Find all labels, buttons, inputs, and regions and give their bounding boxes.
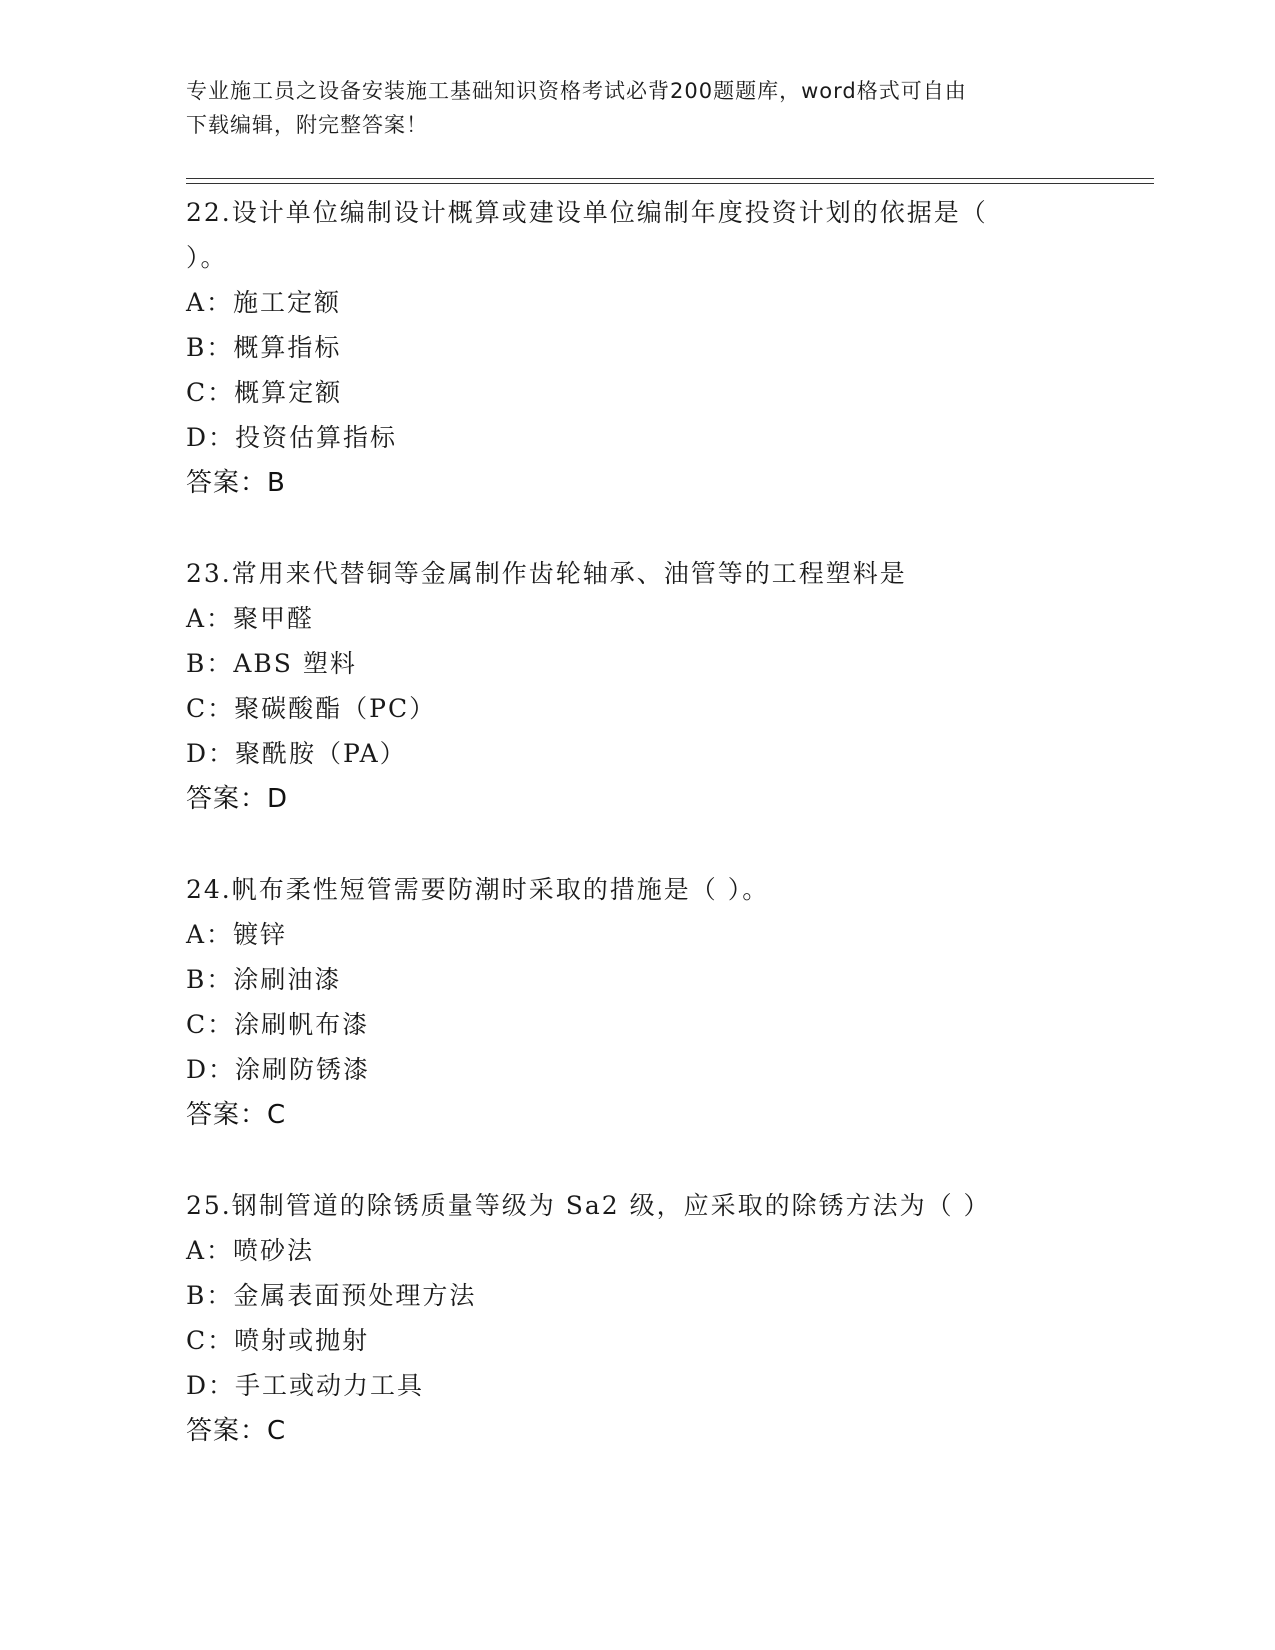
option-c: C：涂刷帆布漆 [186, 1010, 370, 1039]
option-d: D：聚酰胺（PA） [186, 739, 407, 768]
option-d: D：手工或动力工具 [186, 1371, 425, 1400]
option-d: D：投资估算指标 [186, 423, 398, 452]
option-b: B：涂刷油漆 [186, 965, 342, 994]
question-list [186, 190, 1116, 1454]
option-b: B：金属表面预处理方法 [186, 1281, 477, 1310]
option-a: A：镀锌 [186, 920, 288, 949]
question-stem: 23.常用来代替铜等金属制作齿轮轴承、油管等的工程塑料是 [186, 559, 907, 588]
question-stem: 25.钢制管道的除锈质量等级为 Sa2 级，应采取的除锈方法为（ ） [186, 1191, 991, 1220]
header-divider-bottom [186, 183, 1154, 184]
answer-line: 答案：D [186, 784, 289, 814]
option-a: A：喷砂法 [186, 1236, 315, 1265]
document-header [186, 74, 1086, 142]
option-b: B：概算指标 [186, 333, 342, 362]
header-line-1: 专业施工员之设备安装施工基础知识资格考试必背200题题库，word格式可自由 [186, 79, 967, 103]
question-25 [186, 1183, 1116, 1454]
option-b: B：ABS 塑料 [186, 649, 357, 678]
answer-line: 答案：C [186, 1416, 287, 1446]
question-22 [186, 190, 1116, 506]
question-stem: 22.设计单位编制设计概算或建设单位编制年度投资计划的依据是（ [186, 198, 988, 227]
answer-line: 答案：B [186, 468, 286, 498]
question-24 [186, 867, 1116, 1138]
option-c: C：聚碳酸酯（PC） [186, 694, 437, 723]
option-c: C：喷射或抛射 [186, 1326, 370, 1355]
question-23 [186, 551, 1116, 822]
question-spacer [186, 506, 1116, 551]
question-spacer [186, 822, 1116, 867]
option-a: A：聚甲醛 [186, 604, 315, 633]
question-stem: 24.帆布柔性短管需要防潮时采取的措施是（ ）。 [186, 875, 770, 904]
option-c: C：概算定额 [186, 378, 343, 407]
question-spacer [186, 1138, 1116, 1183]
header-line-2: 下载编辑，附完整答案！ [186, 113, 428, 137]
answer-line: 答案：C [186, 1100, 287, 1130]
question-stem-continued: ）。 [186, 243, 228, 272]
option-a: A：施工定额 [186, 288, 342, 317]
header-divider-top [186, 178, 1154, 179]
option-d: D：涂刷防锈漆 [186, 1055, 371, 1084]
